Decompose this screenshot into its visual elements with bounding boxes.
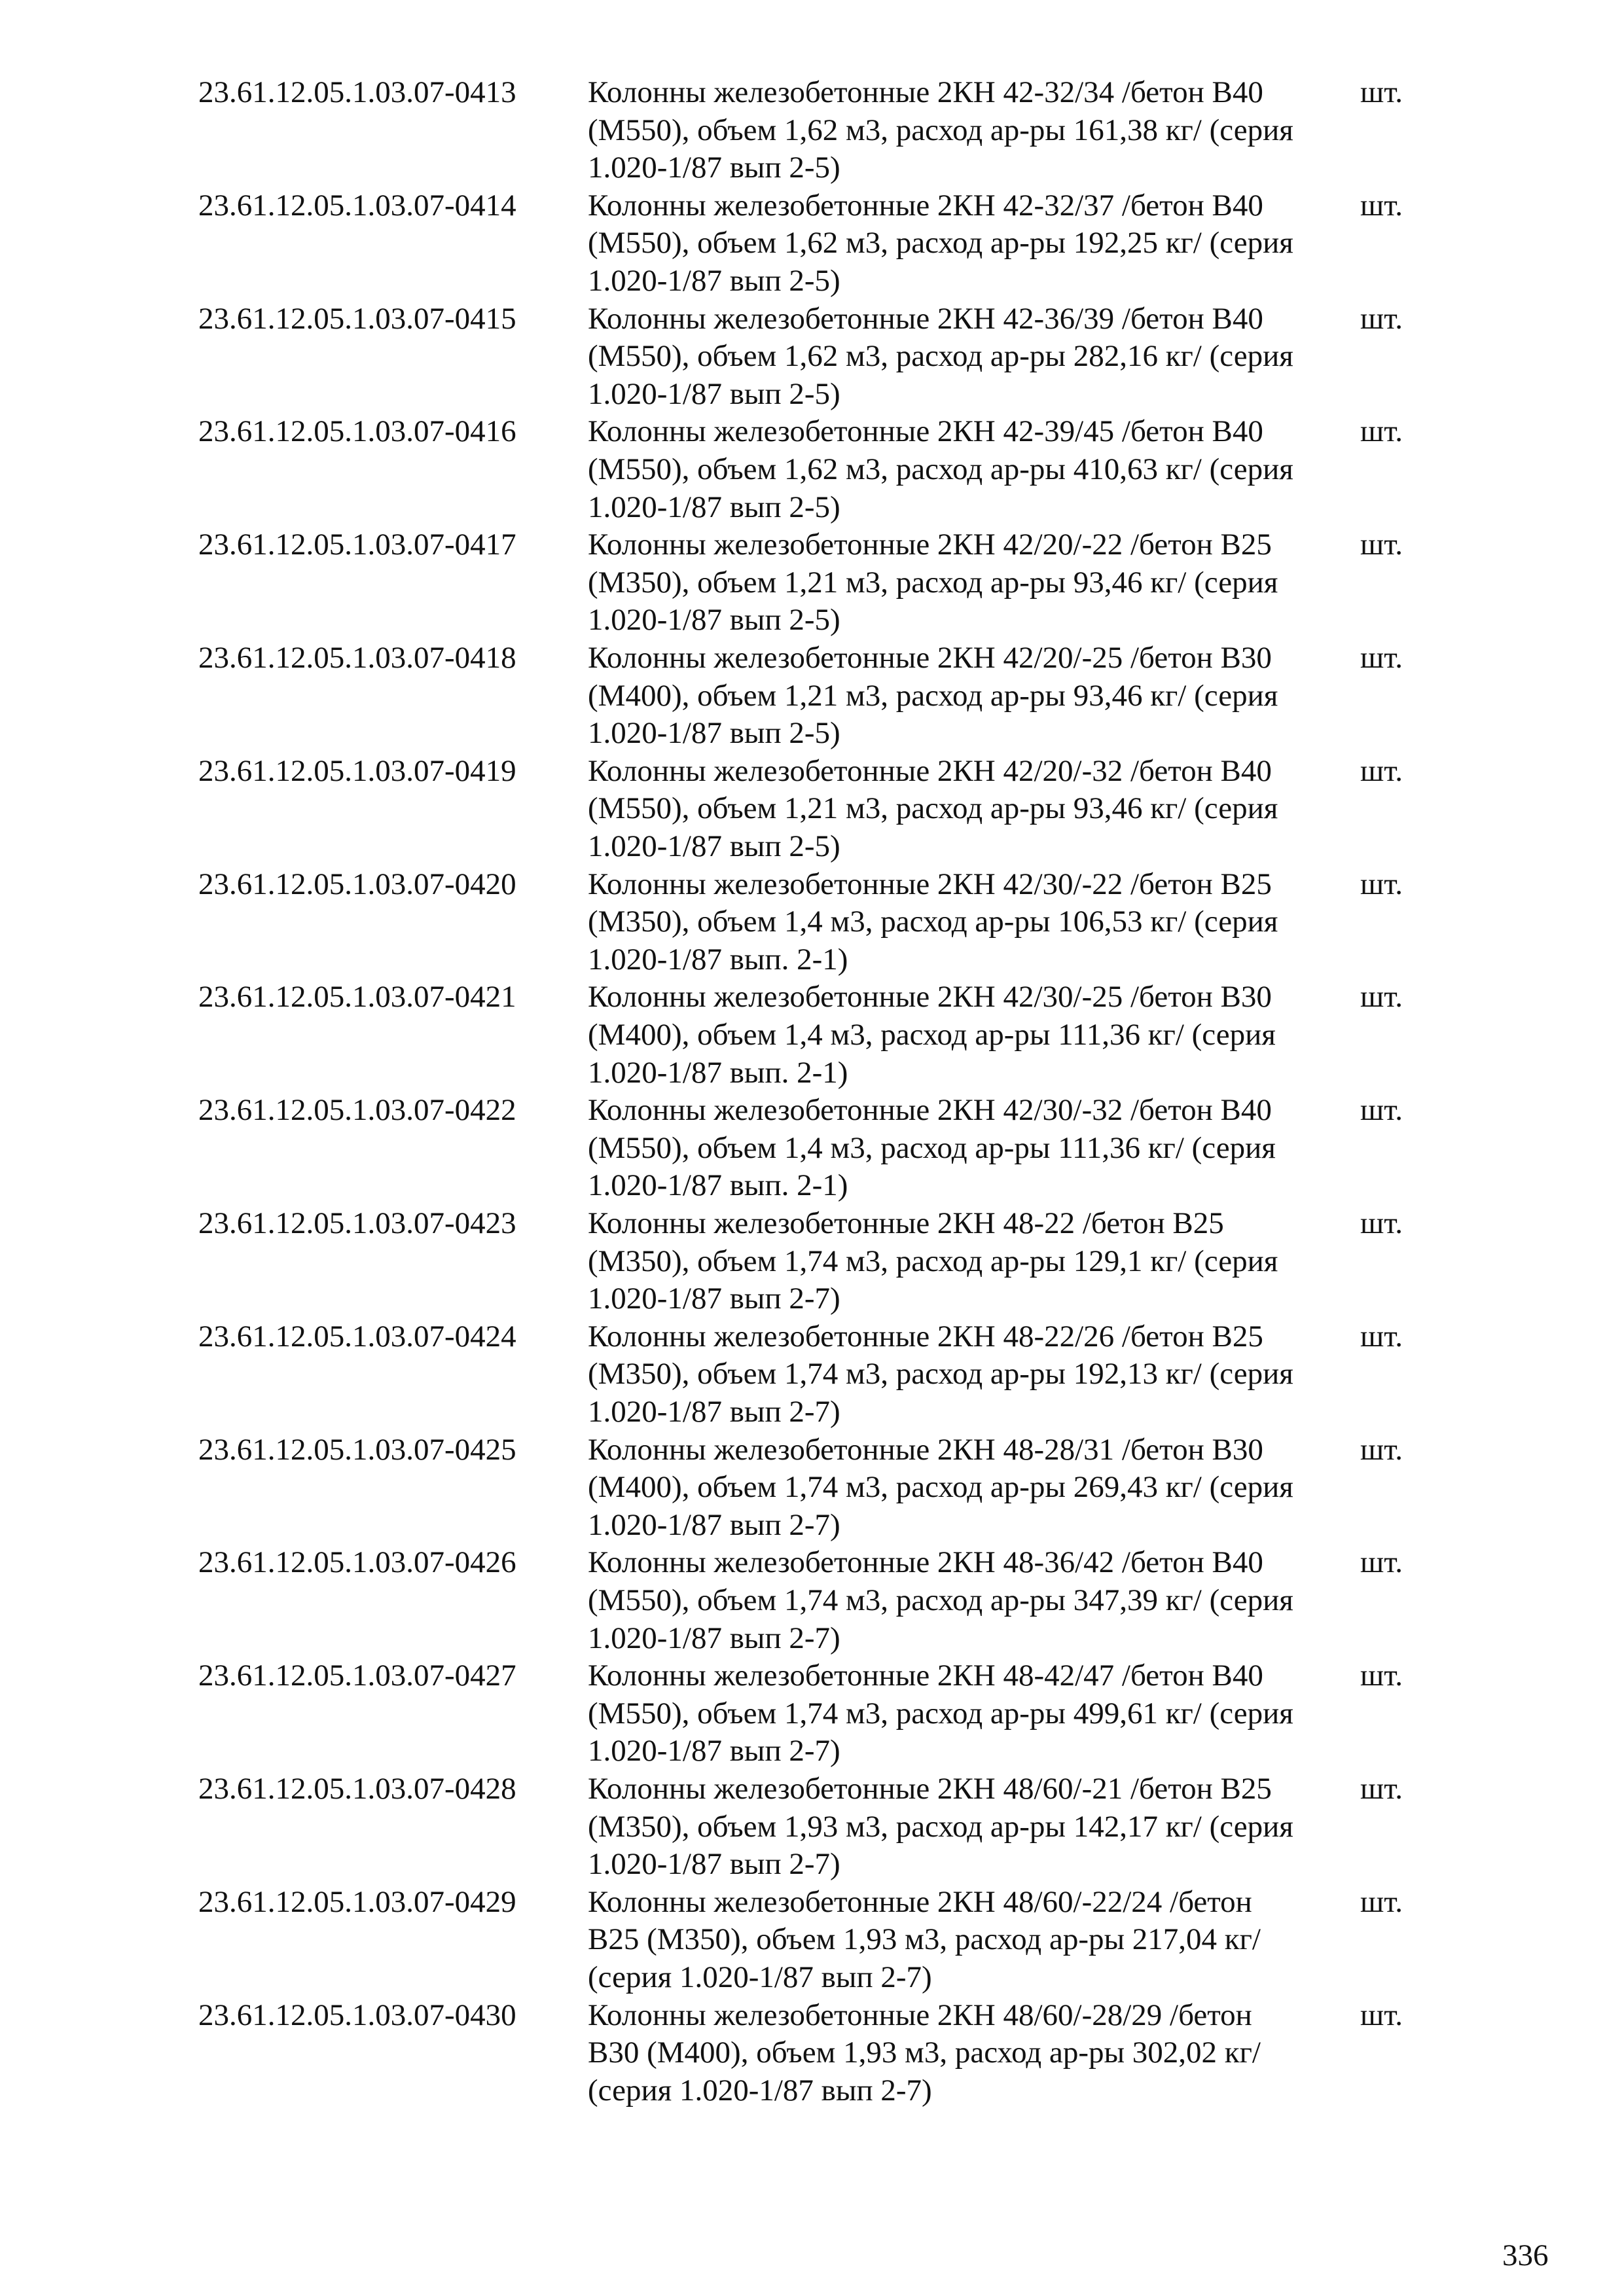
entry-unit: шт. bbox=[1360, 414, 1403, 449]
entry-code: 23.61.12.05.1.03.07-0419 bbox=[198, 753, 516, 788]
entry-code: 23.61.12.05.1.03.07-0430 bbox=[198, 1998, 516, 2032]
list-item bbox=[198, 300, 1442, 414]
entry-description: Колонны железобетонные 2КН 48-28/31 /бетон В30 (М400), объем 1,74 м3, расход ар-ры 269,43 кг/ (серия 1.020-1/87 вып 2-7) bbox=[588, 1432, 1293, 1542]
entry-code: 23.61.12.05.1.03.07-0424 bbox=[198, 1319, 516, 1354]
list-item bbox=[198, 978, 1442, 1092]
list-item bbox=[198, 1318, 1442, 1431]
list-item bbox=[198, 74, 1442, 187]
entry-description: Колонны железобетонные 2КН 42-36/39 /бетон В40 (М550), объем 1,62 м3, расход ар-ры 282,16 кг/ (серия 1.020-1/87 вып 2-5) bbox=[588, 301, 1293, 411]
list-item bbox=[198, 1997, 1442, 2110]
entry-code: 23.61.12.05.1.03.07-0413 bbox=[198, 75, 516, 109]
entry-description: Колонны железобетонные 2КН 48-22/26 /бетон В25 (М350), объем 1,74 м3, расход ар-ры 192,13 кг/ (серия 1.020-1/87 вып 2-7) bbox=[588, 1319, 1293, 1429]
entry-code: 23.61.12.05.1.03.07-0426 bbox=[198, 1545, 516, 1580]
entry-description: Колонны железобетонные 2КН 42/30/-25 /бетон В30 (М400), объем 1,4 м3, расход ар-ры 111,36 кг/ (серия 1.020-1/87 вып. 2-1) bbox=[588, 980, 1276, 1090]
entry-description: Колонны железобетонные 2КН 42/20/-22 /бетон В25 (М350), объем 1,21 м3, расход ар-ры 93,46 кг/ (серия 1.020-1/87 вып 2-5) bbox=[588, 528, 1278, 637]
entry-unit: шт. bbox=[1360, 188, 1403, 223]
entry-code: 23.61.12.05.1.03.07-0425 bbox=[198, 1432, 516, 1467]
entry-code: 23.61.12.05.1.03.07-0422 bbox=[198, 1093, 516, 1128]
entry-description: Колонны железобетонные 2КН 48-42/47 /бетон В40 (М550), объем 1,74 м3, расход ар-ры 499,61 кг/ (серия 1.020-1/87 вып 2-7) bbox=[588, 1659, 1293, 1768]
entry-description: Колонны железобетонные 2КН 48/60/-28/29 /бетон В30 (М400), объем 1,93 м3, расход ар-ры 302,02 кг/ (серия 1.020-1/87 вып 2-7) bbox=[588, 1998, 1261, 2108]
entry-description: Колонны железобетонные 2КН 42/30/-22 /бетон В25 (М350), объем 1,4 м3, расход ар-ры 106,53 кг/ (серия 1.020-1/87 вып. 2-1) bbox=[588, 867, 1278, 977]
list-item bbox=[198, 1884, 1442, 1997]
entry-unit: шт. bbox=[1360, 1319, 1403, 1354]
entry-unit: шт. bbox=[1360, 980, 1403, 1014]
list-item bbox=[198, 526, 1442, 639]
list-item bbox=[198, 753, 1442, 866]
entry-code: 23.61.12.05.1.03.07-0417 bbox=[198, 528, 516, 562]
entry-code: 23.61.12.05.1.03.07-0421 bbox=[198, 980, 516, 1014]
entry-code: 23.61.12.05.1.03.07-0414 bbox=[198, 188, 516, 223]
entry-code: 23.61.12.05.1.03.07-0428 bbox=[198, 1771, 516, 1806]
entry-code: 23.61.12.05.1.03.07-0427 bbox=[198, 1659, 516, 1693]
entry-unit: шт. bbox=[1360, 528, 1403, 562]
entry-description: Колонны железобетонные 2КН 42-39/45 /бетон В40 (М550), объем 1,62 м3, расход ар-ры 410,63 кг/ (серия 1.020-1/87 вып 2-5) bbox=[588, 414, 1293, 524]
entry-description: Колонны железобетонные 2КН 48-36/42 /бетон В40 (М550), объем 1,74 м3, расход ар-ры 347,39 кг/ (серия 1.020-1/87 вып 2-7) bbox=[588, 1545, 1293, 1655]
entry-description: Колонны железобетонные 2КН 48/60/-22/24 /бетон В25 (М350), объем 1,93 м3, расход ар-ры 217,04 кг/ (серия 1.020-1/87 вып 2-7) bbox=[588, 1884, 1261, 1994]
entry-code: 23.61.12.05.1.03.07-0416 bbox=[198, 414, 516, 449]
list-item bbox=[198, 1431, 1442, 1545]
entry-unit: шт. bbox=[1360, 640, 1403, 675]
list-item bbox=[198, 413, 1442, 526]
entry-unit: шт. bbox=[1360, 1771, 1403, 1806]
list-item bbox=[198, 1657, 1442, 1770]
entry-unit: шт. bbox=[1360, 1206, 1403, 1240]
entry-code: 23.61.12.05.1.03.07-0420 bbox=[198, 867, 516, 901]
list-item bbox=[198, 1205, 1442, 1318]
entry-description: Колонны железобетонные 2КН 48-22 /бетон В25 (М350), объем 1,74 м3, расход ар-ры 129,1 кг/ (серия 1.020-1/87 вып 2-7) bbox=[588, 1206, 1278, 1316]
list-item bbox=[198, 866, 1442, 979]
entry-code: 23.61.12.05.1.03.07-0418 bbox=[198, 640, 516, 675]
list-item bbox=[198, 1770, 1442, 1884]
entry-description: Колонны железобетонные 2КН 42-32/37 /бетон В40 (М550), объем 1,62 м3, расход ар-ры 192,25 кг/ (серия 1.020-1/87 вып 2-5) bbox=[588, 188, 1293, 298]
entry-unit: шт. bbox=[1360, 1093, 1403, 1128]
entry-unit: шт. bbox=[1360, 867, 1403, 901]
entry-description: Колонны железобетонные 2КН 48/60/-21 /бетон В25 (М350), объем 1,93 м3, расход ар-ры 142,17 кг/ (серия 1.020-1/87 вып 2-7) bbox=[588, 1771, 1293, 1882]
entry-unit: шт. bbox=[1360, 301, 1403, 336]
entry-description: Колонны железобетонные 2КН 42/20/-32 /бетон В40 (М550), объем 1,21 м3, расход ар-ры 93,46 кг/ (серия 1.020-1/87 вып 2-5) bbox=[588, 753, 1278, 863]
entry-code: 23.61.12.05.1.03.07-0429 bbox=[198, 1884, 516, 1919]
entry-code: 23.61.12.05.1.03.07-0423 bbox=[198, 1206, 516, 1240]
list-item bbox=[198, 1092, 1442, 1205]
entry-unit: шт. bbox=[1360, 1998, 1403, 2032]
entry-unit: шт. bbox=[1360, 1545, 1403, 1580]
entry-unit: шт. bbox=[1360, 753, 1403, 788]
entry-unit: шт. bbox=[1360, 75, 1403, 109]
page-number: 336 bbox=[1502, 2238, 1549, 2272]
entry-code: 23.61.12.05.1.03.07-0415 bbox=[198, 301, 516, 336]
entry-description: Колонны железобетонные 2КН 42/20/-25 /бетон В30 (М400), объем 1,21 м3, расход ар-ры 93,46 кг/ (серия 1.020-1/87 вып 2-5) bbox=[588, 640, 1278, 751]
list-item bbox=[198, 1544, 1442, 1657]
entry-unit: шт. bbox=[1360, 1884, 1403, 1919]
entries-list bbox=[198, 74, 1442, 2109]
entry-unit: шт. bbox=[1360, 1432, 1403, 1467]
entry-description: Колонны железобетонные 2КН 42-32/34 /бетон В40 (М550), объем 1,62 м3, расход ар-ры 161,38 кг/ (серия 1.020-1/87 вып 2-5) bbox=[588, 75, 1293, 185]
list-item bbox=[198, 639, 1442, 753]
entry-unit: шт. bbox=[1360, 1659, 1403, 1693]
entry-description: Колонны железобетонные 2КН 42/30/-32 /бетон В40 (М550), объем 1,4 м3, расход ар-ры 111,36 кг/ (серия 1.020-1/87 вып. 2-1) bbox=[588, 1093, 1276, 1203]
list-item bbox=[198, 187, 1442, 300]
